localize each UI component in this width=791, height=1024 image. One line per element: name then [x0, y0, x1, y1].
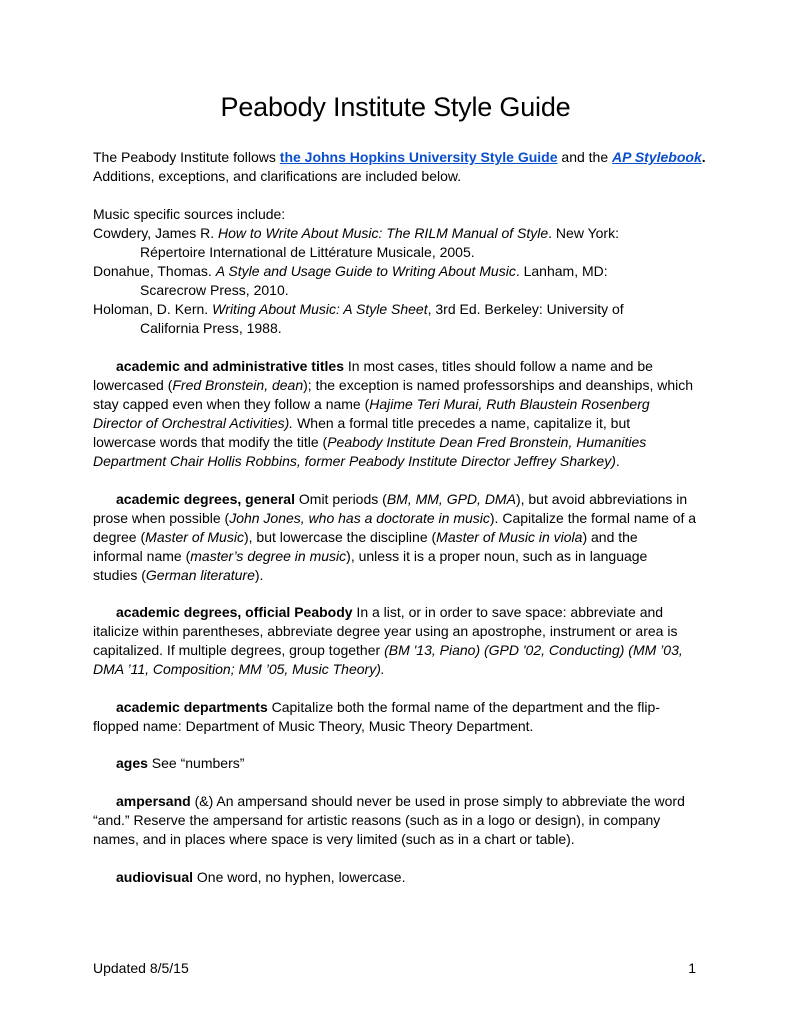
entry-line — [93, 376, 693, 395]
entry-text: degree ( — [93, 529, 146, 545]
entry-text: stay capped even when they follow a name ( — [93, 396, 370, 412]
entry-departments — [116, 698, 660, 717]
entry-line: “and.” Reserve the ampersand for artistic reasons (such as in a logo or design), in company — [93, 812, 661, 828]
entry-line — [93, 547, 647, 566]
entry-text: In most cases, titles should follow a name and be — [343, 358, 653, 374]
entry-example: Peabody Institute Dean Fred Bronstein, Humanities — [327, 434, 647, 450]
entry-line: flopped name: Department of Music Theory, Music Theory Department. — [93, 718, 534, 734]
source-1 — [93, 224, 619, 243]
source-1-cont: Répertoire International de Littérature Musicale, 2005. — [140, 244, 475, 260]
entry-term: ampersand — [116, 793, 191, 809]
source-author: Holoman, D. Kern. — [93, 301, 213, 317]
entry-example: BM, MM, GPD, DMA — [386, 491, 516, 507]
source-publisher: . Lanham, MD: — [515, 263, 608, 279]
entry-text: informal name ( — [93, 548, 191, 564]
source-2 — [93, 262, 608, 281]
intro-line-1 — [93, 148, 706, 167]
entry-example: Director of Orchestral Activities). — [93, 415, 294, 431]
source-3-cont: California Press, 1988. — [140, 320, 282, 336]
footer-updated-date: Updated 8/5/15 — [93, 960, 189, 976]
entry-text: In a list, or in order to save space: abbreviate and — [352, 604, 664, 620]
jhu-style-guide-link[interactable]: the Johns Hopkins University Style Guide — [279, 149, 558, 165]
entry-term: academic and administrative titles — [116, 358, 344, 374]
source-2-cont: Scarecrow Press, 2010. — [140, 282, 289, 298]
entry-term: ages — [116, 755, 148, 771]
entry-line — [93, 509, 696, 528]
intro-line-2: Additions, exceptions, and clarifications are included below. — [93, 168, 462, 184]
entry-text: ). Capitalize the formal name of a — [489, 510, 697, 526]
source-title: How to Write About Music: The RILM Manual of Style — [218, 225, 549, 241]
sources-heading: Music specific sources include: — [93, 206, 286, 222]
entry-line: names, and in places where space is very limited (such as in a chart or table). — [93, 831, 575, 847]
source-publisher: , 3rd Ed. Berkeley: University of — [427, 301, 624, 317]
entry-text: Omit periods ( — [295, 491, 387, 507]
entry-example: German literature — [145, 567, 255, 583]
entry-line — [93, 452, 620, 471]
entry-line — [93, 414, 630, 433]
entry-text: studies ( — [93, 567, 146, 583]
source-3 — [93, 300, 624, 319]
entry-line — [93, 566, 263, 585]
entry-example: DMA ’11, Composition; MM ’05, Music Theory). — [93, 661, 385, 677]
entry-line — [93, 433, 646, 452]
entry-ages — [116, 754, 244, 773]
entry-text: (&) An ampersand should never be used in prose simply to abbreviate the word — [190, 793, 685, 809]
entry-text: ), but avoid abbreviations in — [515, 491, 688, 507]
source-title: A Style and Usage Guide to Writing About Music — [215, 263, 516, 279]
intro-period: . — [701, 149, 706, 165]
entry-text: ). — [254, 567, 264, 583]
source-author: Cowdery, James R. — [93, 225, 218, 241]
entry-text: When a formal title precedes a name, capitalize it, but — [293, 415, 631, 431]
entry-text: ), but lowercase the discipline ( — [243, 529, 437, 545]
entry-text: ); the exception is named professorships and deanships, which — [303, 377, 694, 393]
entry-line — [93, 395, 650, 414]
entry-text: prose when possible ( — [93, 510, 230, 526]
entry-degrees-general — [116, 490, 687, 509]
entry-text: ), unless it is a proper noun, such as in language — [346, 548, 648, 564]
entry-text: capitalized. If multiple degrees, group together — [93, 642, 385, 658]
entry-academic-titles — [116, 357, 653, 376]
source-title: Writing About Music: A Style Sheet — [212, 301, 428, 317]
entry-example: Fred Bronstein, dean — [172, 377, 304, 393]
entry-line: italicize within parentheses, abbreviate degree year using an apostrophe, instrument or area is — [93, 623, 678, 639]
entry-ampersand — [116, 792, 685, 811]
source-publisher: . New York: — [548, 225, 619, 241]
entry-example: Department Chair Hollis Robbins, former Peabody Institute Director Jeffrey Sharkey) — [93, 453, 616, 469]
page-number: 1 — [688, 960, 696, 976]
entry-text: See “numbers” — [147, 755, 245, 771]
entry-example: John Jones, who has a doctorate in music — [229, 510, 490, 526]
entry-text: . — [615, 453, 620, 469]
entry-text: ) and the — [582, 529, 638, 545]
intro-text: and the — [557, 149, 613, 165]
entry-term: academic departments — [116, 699, 268, 715]
entry-example: Hajime Teri Murai, Ruth Blaustein Rosenberg — [369, 396, 650, 412]
entry-example: Master of Music — [145, 529, 244, 545]
intro-text: The Peabody Institute follows — [93, 149, 280, 165]
entry-example: master’s degree in music — [190, 548, 347, 564]
entry-degrees-official — [116, 603, 663, 622]
entry-term: academic degrees, general — [116, 491, 295, 507]
entry-example: (BM '13, Piano) (GPD '02, Conducting) (MM ’03, — [384, 642, 683, 658]
entry-term: audiovisual — [116, 869, 194, 885]
entry-term: academic degrees, official Peabody — [116, 604, 353, 620]
entry-example: Master of Music in viola — [436, 529, 583, 545]
entry-line — [93, 660, 385, 679]
ap-stylebook-link[interactable]: AP Stylebook — [612, 149, 702, 165]
entry-audiovisual — [116, 868, 406, 887]
source-author: Donahue, Thomas. — [93, 263, 216, 279]
page-title: Peabody Institute Style Guide — [220, 92, 571, 122]
entry-line — [93, 528, 638, 547]
entry-text: One word, no hyphen, lowercase. — [193, 869, 406, 885]
entry-text: lowercase words that modify the title ( — [93, 434, 328, 450]
entry-text: lowercased ( — [93, 377, 173, 393]
entry-text: Capitalize both the formal name of the department and the flip- — [267, 699, 660, 715]
entry-line — [93, 641, 683, 660]
